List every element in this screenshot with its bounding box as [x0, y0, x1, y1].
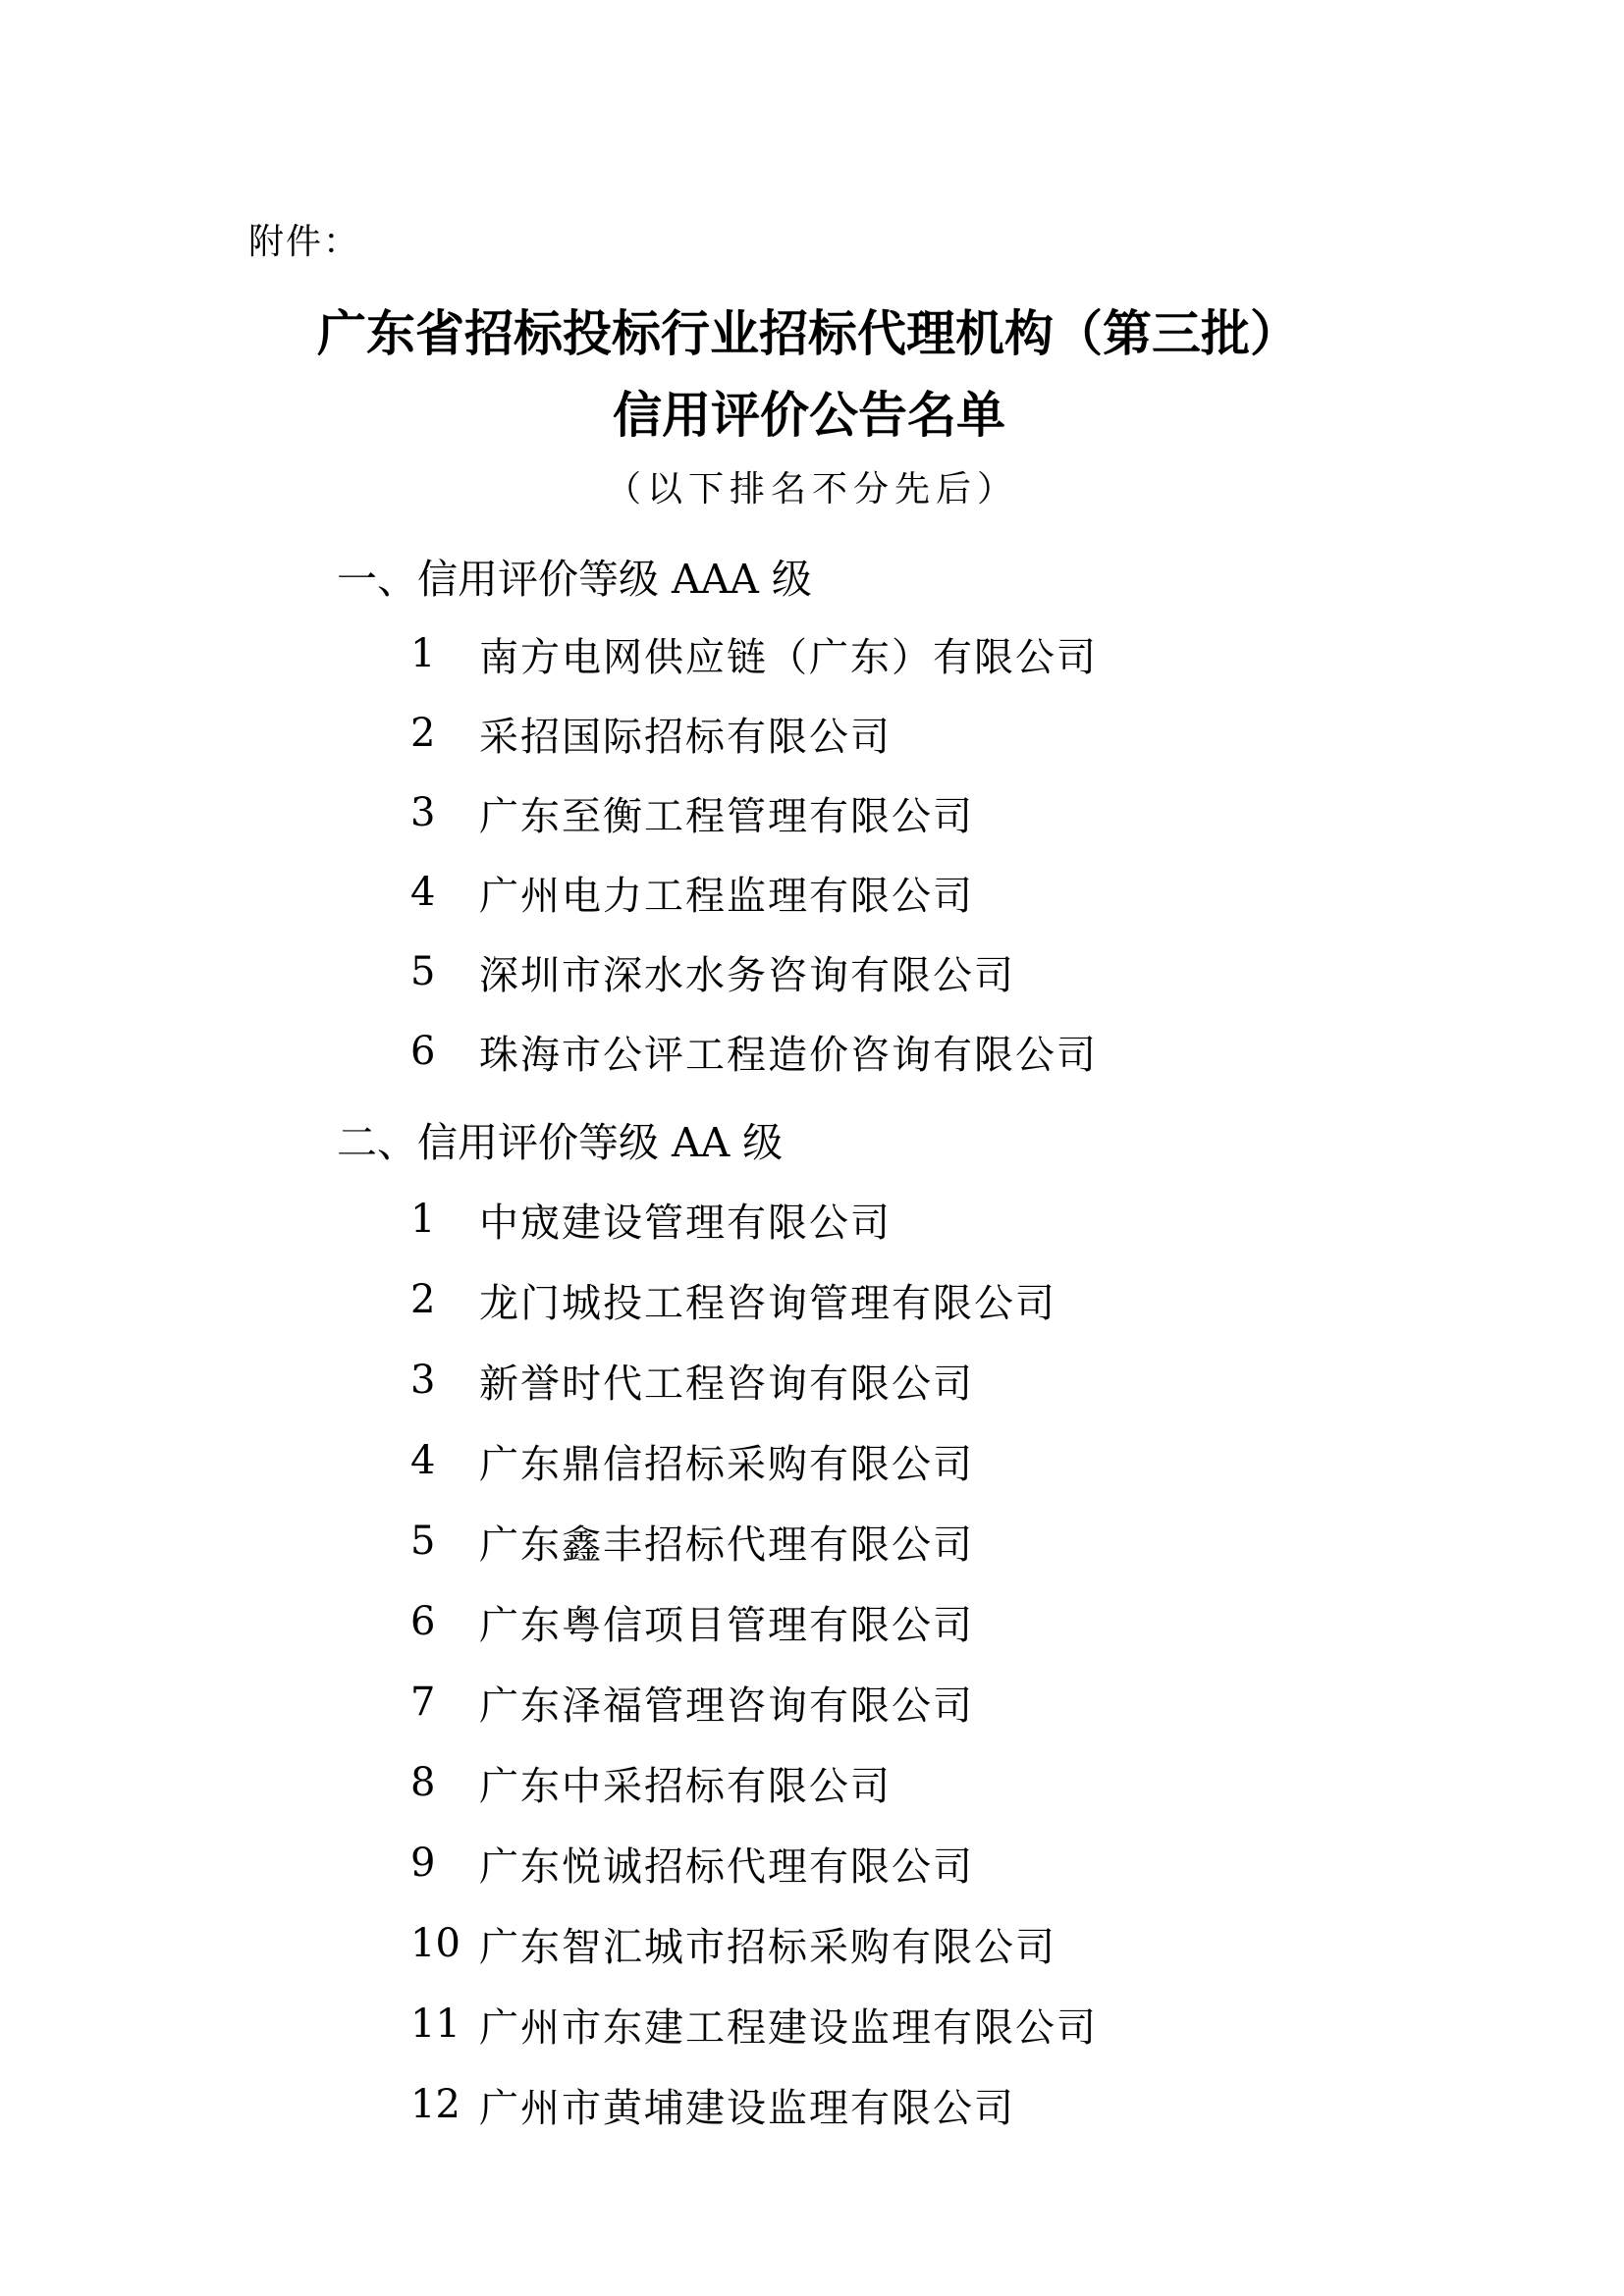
list-item [410, 1914, 1056, 1973]
list-item-company: 广东粤信项目管理有限公司 [479, 1602, 974, 1648]
list-item-company: 采招国际招标有限公司 [479, 714, 892, 760]
attachment-label: 附件： [248, 222, 361, 262]
list-item [410, 1995, 1098, 2054]
list-item-company: 广东智汇城市招标采购有限公司 [479, 1924, 1056, 1970]
list-item [410, 1351, 974, 1410]
list-item-number: 11 [410, 2002, 460, 2047]
list-item [410, 1022, 1098, 1081]
list-item [410, 783, 974, 842]
list-item-number: 12 [410, 2082, 460, 2127]
document-title-line-1: 广东省招标投标行业招标代理机构（第三批） [317, 305, 1299, 362]
list-item [410, 1431, 974, 1490]
list-item [410, 1592, 974, 1651]
list-item [410, 2075, 1015, 2134]
document-title-line-2: 信用评价公告名单 [613, 387, 1005, 444]
list-item-company: 龙门城投工程咨询管理有限公司 [479, 1280, 1056, 1326]
list-item-company: 广东中采招标有限公司 [479, 1763, 892, 1809]
list-item [410, 624, 1098, 683]
list-item-number: 6 [410, 1599, 436, 1644]
list-item [410, 863, 974, 922]
list-item [410, 1834, 974, 1893]
document-subtitle: （以下排名不分先后） [605, 469, 1018, 509]
list-item-number: 6 [410, 1029, 436, 1074]
list-item-number: 2 [410, 1277, 436, 1322]
list-item-number: 5 [410, 949, 436, 994]
list-item-company: 广东鑫丰招标代理有限公司 [479, 1522, 974, 1568]
list-item-number: 4 [410, 1438, 436, 1483]
list-item [410, 1270, 1056, 1329]
list-item-number: 9 [410, 1841, 436, 1886]
list-item-company: 广东泽福管理咨询有限公司 [479, 1682, 974, 1729]
list-item-company: 新誉时代工程咨询有限公司 [479, 1361, 974, 1407]
list-item-number: 10 [410, 1921, 460, 1966]
list-item-number: 4 [410, 870, 436, 915]
list-item-number: 3 [410, 790, 436, 835]
list-item [410, 1753, 892, 1812]
list-item-number: 2 [410, 711, 436, 756]
list-item-number: 5 [410, 1519, 436, 1564]
list-item-company: 广州市东建工程建设监理有限公司 [479, 2004, 1098, 2051]
list-item [410, 1190, 892, 1249]
list-item-company: 中宬建设管理有限公司 [479, 1200, 892, 1246]
section-heading-aa: 二、信用评价等级 AA 级 [337, 1119, 784, 1166]
list-item-number: 1 [410, 631, 436, 676]
list-item [410, 942, 1015, 1001]
list-item-company: 广州市黄埔建设监理有限公司 [479, 2085, 1015, 2131]
list-item-company: 广东至衡工程管理有限公司 [479, 793, 974, 839]
list-item-number: 3 [410, 1358, 436, 1403]
list-item-company: 深圳市深水水务咨询有限公司 [479, 952, 1015, 998]
section-heading-aaa: 一、信用评价等级 AAA 级 [337, 556, 812, 603]
list-item [410, 1673, 974, 1732]
list-item-company: 南方电网供应链（广东）有限公司 [479, 634, 1098, 680]
list-item-company: 珠海市公评工程造价咨询有限公司 [479, 1032, 1098, 1078]
list-item-number: 8 [410, 1760, 436, 1805]
list-item-number: 7 [410, 1680, 436, 1725]
list-item-company: 广东鼎信招标采购有限公司 [479, 1441, 974, 1487]
list-item [410, 1512, 974, 1571]
list-item-number: 1 [410, 1197, 436, 1242]
list-item-company: 广东悦诚招标代理有限公司 [479, 1843, 974, 1890]
list-item [410, 704, 892, 763]
list-item-company: 广州电力工程监理有限公司 [479, 873, 974, 919]
